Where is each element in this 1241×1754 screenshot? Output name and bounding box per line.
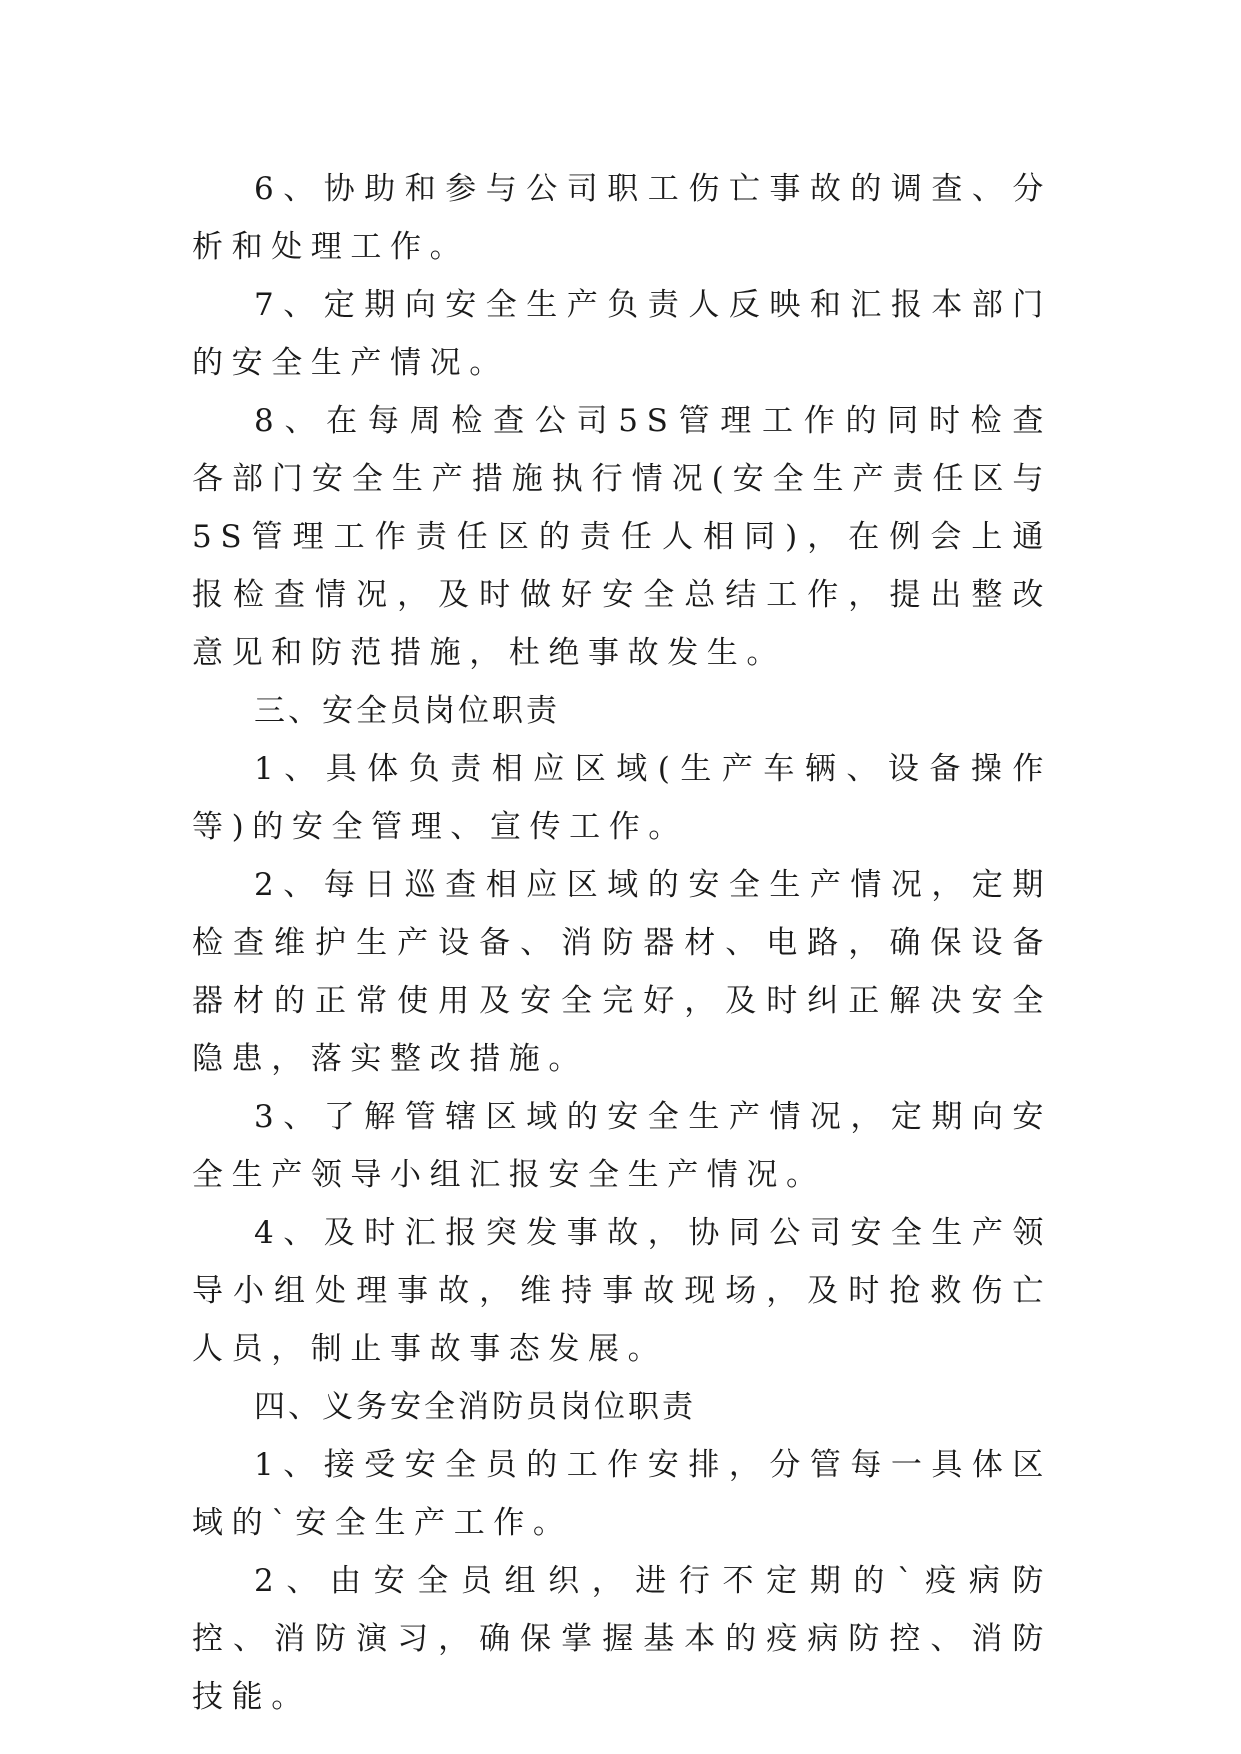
paragraph-item-3: 3、了解管辖区域的安全生产情况，定期向安全生产领导小组汇报安全生产情况。: [192, 1099, 1052, 1193]
paragraph-item-6: 6、协助和参与公司职工伤亡事故的调查、分析和处理工作。: [192, 171, 1052, 265]
document-body: [192, 160, 1052, 1726]
paragraph-item-8: 8、在每周检查公司5S管理工作的同时检查各部门安全生产措施执行情况(安全生产责任区与5S管理工作责任区的责任人相同)，在例会上通报检查情况，及时做好安全总结工作，提出整改意见和防范措施，杜绝事故发生。: [192, 403, 1052, 671]
section-heading-volunteer-firefighter: 四、义务安全消防员岗位职责: [254, 1389, 696, 1425]
paragraph-item-4: 4、及时汇报突发事故，协同公司安全生产领导小组处理事故，维持事故现场，及时抢救伤亡人员，制止事故事态发展。: [192, 1215, 1052, 1367]
paragraph-item-2: 2、每日巡查相应区域的安全生产情况，定期检查维护生产设备、消防器材、电路，确保设备器材的正常使用及安全完好，及时纠正解决安全隐患，落实整改措施。: [192, 867, 1052, 1077]
paragraph-item-7: 7、定期向安全生产负责人反映和汇报本部门的安全生产情况。: [192, 287, 1052, 381]
section-heading-safety-officer: 三、安全员岗位职责: [254, 693, 560, 729]
paragraph-item-1: 1、具体负责相应区域(生产车辆、设备操作等)的安全管理、宣传工作。: [192, 751, 1052, 845]
paragraph-item-2b: 2、由安全员组织，进行不定期的`疫病防控、消防演习，确保掌握基本的疫病防控、消防技能。: [192, 1563, 1052, 1715]
paragraph-item-1b: 1、接受安全员的工作安排，分管每一具体区域的`安全生产工作。: [192, 1447, 1052, 1541]
